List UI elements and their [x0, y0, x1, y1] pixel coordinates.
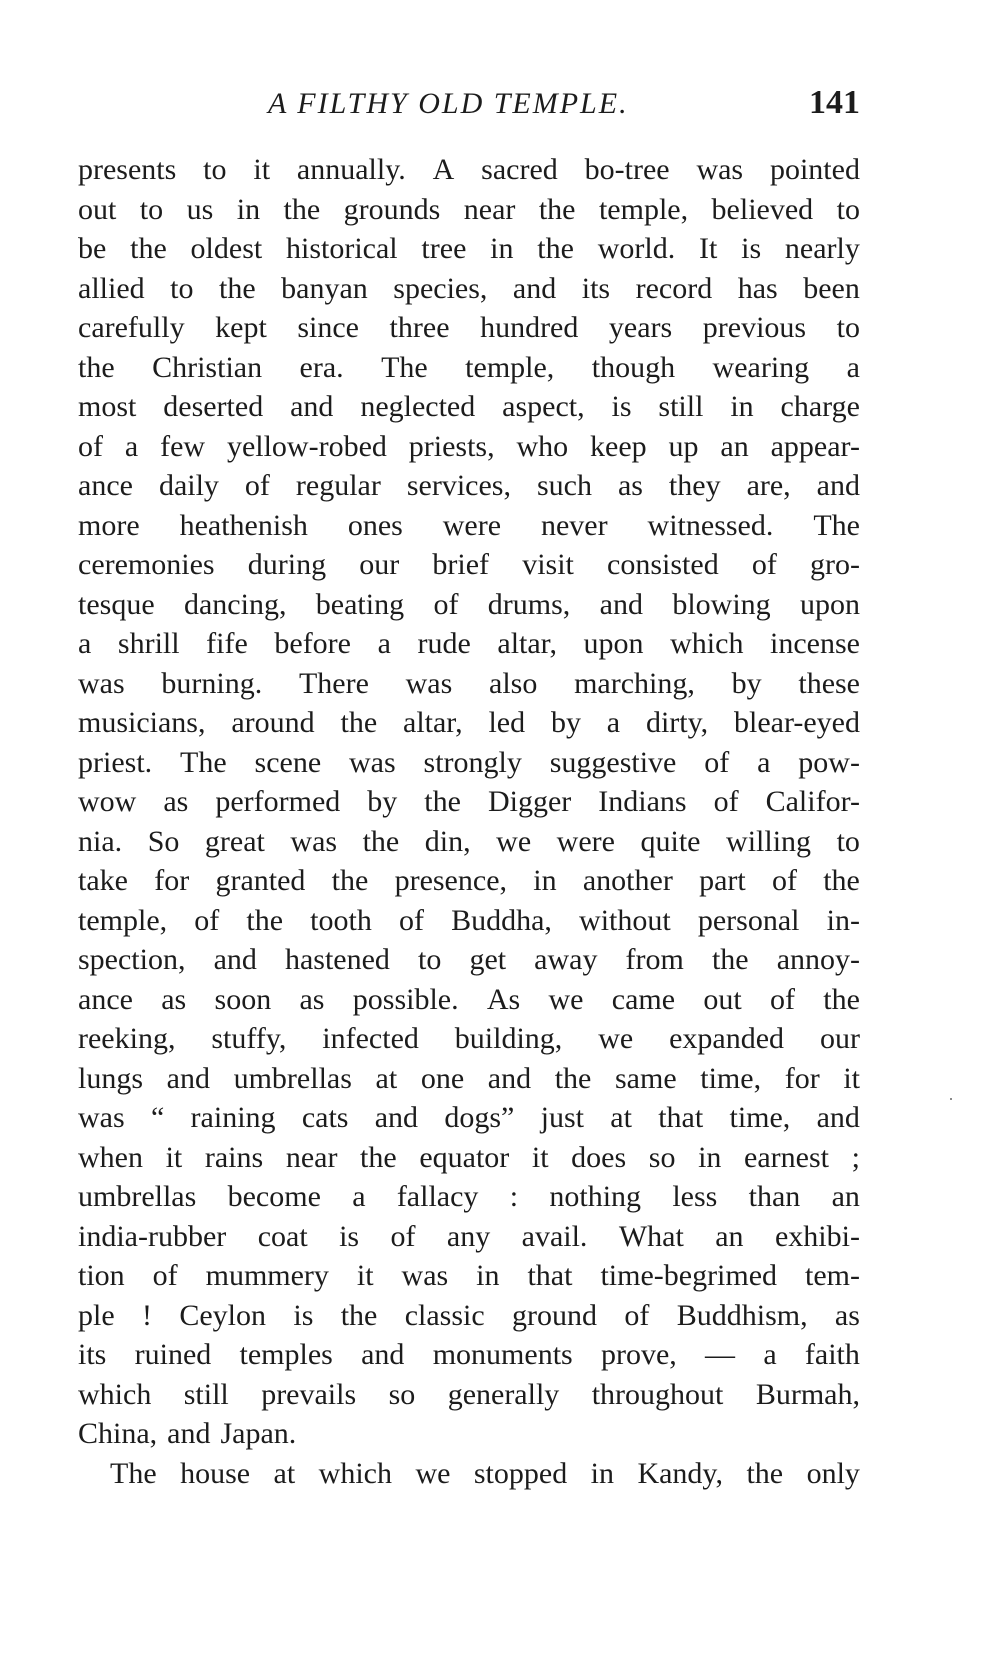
text-line: allied to the banyan species, and its record has been [78, 271, 860, 305]
text-line: tesque dancing, beating of drums, and blowing upon [78, 587, 860, 621]
text-line: China, and Japan. [78, 1417, 297, 1450]
body-text [78, 150, 860, 1493]
text-line: ceremonies during our brief visit consisted of gro- [78, 548, 860, 581]
text-line: a shrill fife before a rude altar, upon which incense [78, 627, 860, 660]
text-line: The house at which we stopped in Kandy, the only [110, 1456, 860, 1490]
text-line: umbrellas become a fallacy : nothing less than an [78, 1180, 860, 1213]
text-line: of a few yellow-robed priests, who keep up an appear- [78, 429, 860, 463]
text-line: ple ! Ceylon is the classic ground of Buddhism, as [78, 1298, 860, 1332]
page-number: 141 [809, 84, 860, 121]
text-line: india-rubber coat is of any avail. What an exhibi- [78, 1219, 860, 1253]
text-line: most deserted and neglected aspect, is still in charge [78, 390, 860, 423]
text-line: more heathenish ones were never witnessed. The [78, 508, 860, 542]
text-line: take for granted the presence, in another part of the [78, 864, 860, 897]
running-head [78, 84, 860, 132]
text-line: carefully kept since three hundred years previous to [78, 311, 860, 344]
text-line: which still prevails so generally throughout Burmah, [78, 1377, 860, 1411]
text-line: lungs and umbrellas at one and the same time, for it [78, 1061, 860, 1095]
text-line: wow as performed by the Digger Indians of Califor- [78, 785, 860, 818]
running-title: A FILTHY OLD TEMPLE. [268, 87, 629, 120]
text-line: out to us in the grounds near the temple, believed to [78, 192, 860, 226]
text-line: the Christian era. The temple, though wearing a [78, 350, 860, 384]
text-line: its ruined temples and monuments prove, — a faith [78, 1338, 860, 1371]
text-line: was “ raining cats and dogs” just at that time, and [78, 1101, 860, 1134]
text-line: priest. The scene was strongly suggestive of a pow- [78, 745, 860, 779]
text-line: was burning. There was also marching, by these [78, 666, 860, 700]
text-line: musicians, around the altar, led by a dirty, blear-eyed [78, 706, 860, 739]
text-line: ance daily of regular services, such as they are, and [78, 469, 860, 502]
text-line: ance as soon as possible. As we came out of the [78, 982, 860, 1016]
margin-speck [950, 1098, 952, 1100]
text-line: temple, of the tooth of Buddha, without personal in- [78, 903, 860, 937]
text-line: tion of mummery it was in that time-begrimed tem- [78, 1259, 860, 1292]
text-line: reeking, stuffy, infected building, we expanded our [78, 1022, 860, 1055]
text-line: presents to it annually. A sacred bo-tree was pointed [78, 153, 860, 186]
text-line: spection, and hastened to get away from the annoy- [78, 943, 860, 976]
text-line: nia. So great was the din, we were quite willing to [78, 824, 860, 858]
text-line: be the oldest historical tree in the world. It is nearly [78, 232, 860, 265]
text-line: when it rains near the equator it does so in earnest ; [78, 1140, 860, 1174]
